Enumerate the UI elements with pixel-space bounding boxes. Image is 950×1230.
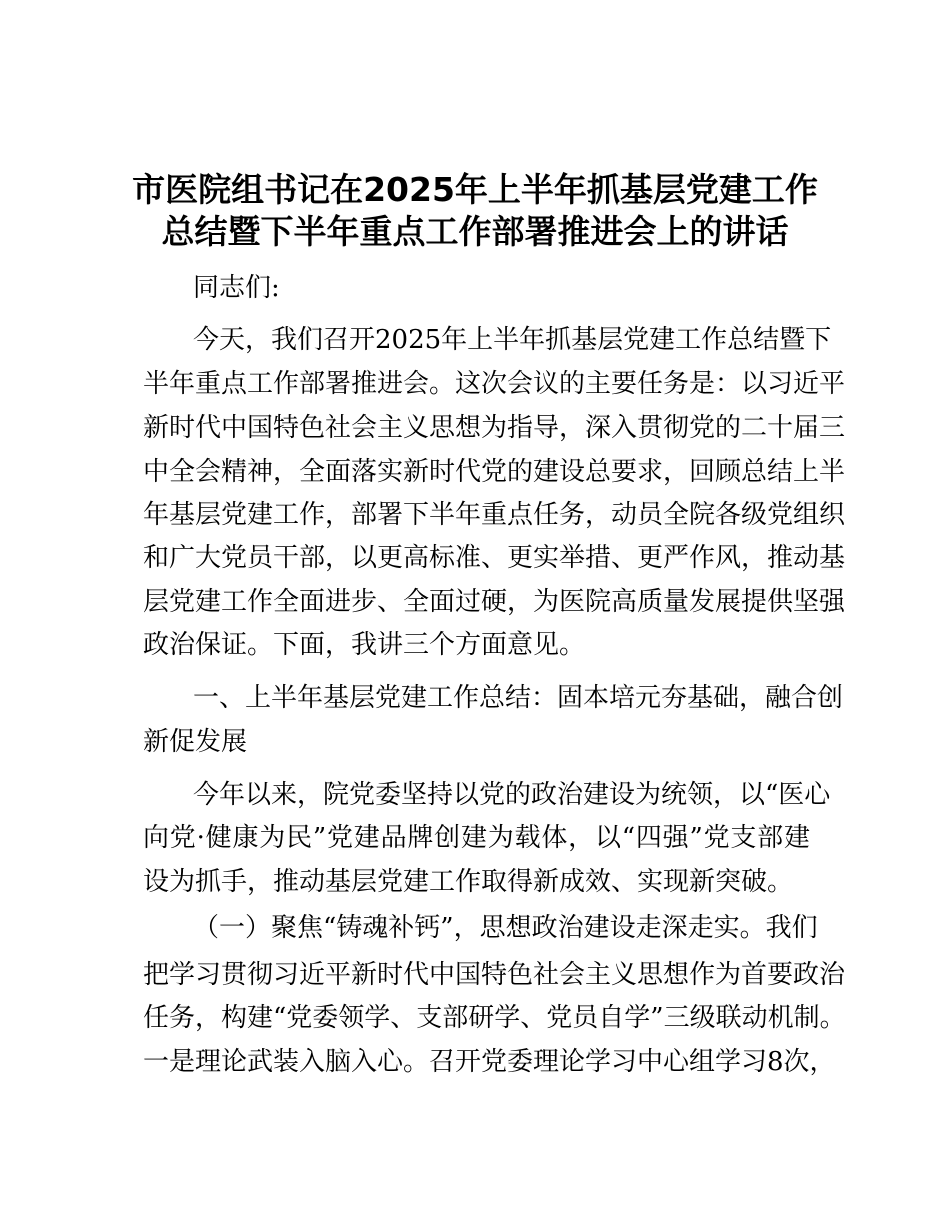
paragraph-line: 把学习贯彻习近平新时代中国特色社会主义思想作为首要政治: [143, 960, 846, 990]
section-heading-line: 新促发展: [143, 727, 248, 757]
paragraph-line: （一）聚焦“铸魂补钙”，思想政治建设走深走实。我们: [193, 913, 818, 943]
section-heading-line: 一、上半年基层党建工作总结：固本培元夯基础，融合创: [193, 683, 844, 713]
paragraph-line: 今天，我们召开2025年上半年抓基层党建工作总结暨下: [193, 325, 832, 355]
salutation: 同志们:: [193, 273, 280, 303]
paragraph-line: 向党·健康为民”党建品牌创建为载体，以“四强”党支部建: [143, 823, 810, 853]
paragraph-line: 中全会精神，全面落实新时代党的建设总要求，回顾总结上半: [143, 457, 846, 487]
title-line-2: 总结暨下半年重点工作部署推进会上的讲话: [161, 212, 789, 251]
paragraph-line: 政治保证。下面，我讲三个方面意见。: [143, 630, 586, 660]
paragraph-line: 设为抓手，推动基层党建工作取得新成效、实现新突破。: [143, 867, 794, 897]
paragraph-line: 年基层党建工作，部署下半年重点任务，动员全院各级党组织: [143, 500, 846, 530]
title-line-1: 市医院组书记在2025年上半年抓基层党建工作: [132, 170, 818, 209]
paragraph-line: 层党建工作全面进步、全面过硬，为医院高质量发展提供坚强: [143, 587, 846, 617]
paragraph-line: 任务，构建“党委领学、支部研学、党员自学”三级联动机制。: [143, 1003, 846, 1033]
paragraph-line: 新时代中国特色社会主义思想为指导，深入贯彻党的二十届三: [143, 413, 846, 443]
paragraph-line: 和广大党员干部，以更高标准、更实举措、更严作风，推动基: [143, 543, 846, 573]
paragraph-line: 一是理论武装入脑入心。召开党委理论学习中心组学习8次，: [143, 1047, 836, 1077]
paragraph-line: 半年重点工作部署推进会。这次会议的主要任务是：以习近平: [143, 369, 846, 399]
paragraph-line: 今年以来，院党委坚持以党的政治建设为统领，以“医心: [193, 780, 831, 810]
